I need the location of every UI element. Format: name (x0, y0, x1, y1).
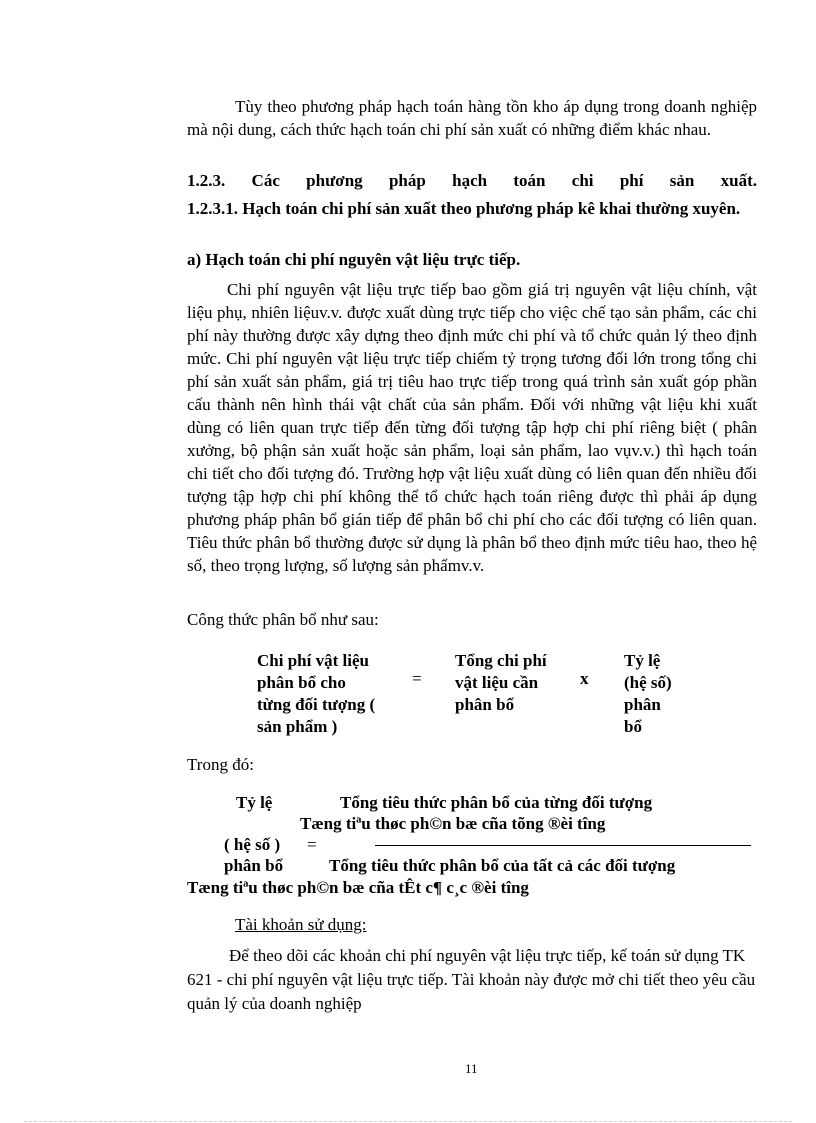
formula2-numerator: Tổng tiêu thức phân bổ của từng đối tượng (340, 793, 653, 812)
formula1-equals: = (412, 669, 422, 688)
formula1-lhs-line: sản phẩm ) (257, 717, 338, 736)
formula1-mid-line: vật liệu cần (455, 673, 539, 692)
formula1-mid-line: phân bổ (455, 695, 515, 714)
formula2-denominator: Tổng tiêu thức phân bổ của tất cả các đối tượng (329, 856, 676, 875)
page-break-line (24, 1121, 792, 1122)
heading-a: a) Hạch toán chi phí nguyên vật liệu trực tiếp. (187, 250, 521, 269)
formula1-rhs-line: (hệ số) (624, 673, 672, 692)
formula1-rhs-line: bổ (624, 717, 642, 736)
formula1-mid-line: Tổng chi phí (455, 651, 547, 670)
account-paragraph: Để theo dõi các khoản chi phí nguyên vật liệu trực tiếp, kế toán sử dụng TK 621 - chi phí nguyên vật liệu trực tiếp. Tài khoản này được mở chi tiết theo yêu cầu quản lý của doanh nghiệp (187, 946, 756, 1013)
intro-paragraph: Tùy theo phương pháp hạch toán hàng tồn kho áp dụng trong doanh nghiệp mà nội dung, cách thức hạch toán chi phí sản xuất có những điểm khác nhau. (187, 97, 757, 139)
formula1-mid (455, 650, 575, 716)
formula2-numerator-garbled: Tæng tiªu thøc ph©n bæ cña tõng ®èi tîng (300, 814, 606, 833)
account-heading (225, 913, 745, 938)
account-label: Tài khoản sử dụng: (235, 915, 367, 934)
formula1-lhs-line: từng đối tượng ( (257, 695, 376, 714)
formula2-he-so: ( hệ số ) (224, 835, 281, 854)
formula1-lhs-line: phân bổ cho (257, 673, 346, 692)
formula-intro: Công thức phân bổ như sau: (187, 610, 379, 629)
main-paragraph: Chi phí nguyên vật liệu trực tiếp bao gồm giá trị nguyên vật liệu chính, vật liệu phụ, nhiên liệuv.v. được xuất dùng trực tiếp cho việc chế tạo sản phẩm, các chi phí này thường được xây dựng theo định mức chi phí và tổ chức quản lý theo định mức. Chi phí nguyên vật liệu trực tiếp chiếm tỷ trọng tương đối lớn trong tổng chi phí sản xuất sản phẩm, giá trị tiêu hao trực tiếp trong quá trình sản xuất góp phần cấu thành nên hình thái vật chất của sản phẩm. Đối với những vật liệu khi xuất dùng có liên quan trực tiếp đến từng đối tượng tập hợp chi phí riêng biệt ( phân xưởng, bộ phận sản xuất hoặc sản phẩm, loại sản phẩm, lao vụv.v.) thì hạch toán chi tiết cho đối tượng đó. Trường hợp vật liệu xuất dùng có liên quan đến nhiều đối tượng tập hợp chi phí không thể tổ chức hạch toán riêng được thì phải áp dụng phương pháp phân bổ gián tiếp để phân bổ chi phí cho các đối tượng có liên quan. Tiêu thức phân bổ thường được sử dụng là phân bổ theo định mức tiêu hao, theo hệ số, theo trọng lượng, số lượng sản phẩmv.v. (187, 280, 757, 575)
page-number: 11 (465, 1061, 478, 1076)
formula1-lhs-line: Chi phí vật liệu (257, 651, 369, 670)
heading-1-2-3-1: 1.2.3.1. Hạch toán chi phí sản xuất theo phương pháp kê khai thường xuyên. (187, 199, 741, 218)
formula1-rhs-line: Tỷ lệ (624, 651, 661, 670)
formula2-ty-le: Tỷ lệ (236, 793, 273, 812)
formula1-times: x (580, 669, 589, 688)
fraction-line (375, 845, 751, 846)
formula1-rhs (624, 650, 704, 738)
formula1-lhs (257, 650, 417, 738)
formula2-denominator-garbled: Tæng tiªu thøc ph©n bæ cña tÊt c¶ c¸c ®èi tîng (187, 878, 529, 897)
formula2-equals: = (307, 835, 317, 854)
formula2-phan-bo: phân bổ (224, 856, 284, 875)
heading-1-2-3: 1.2.3. Các phương pháp hạch toán chi phí sản xuất. (187, 171, 757, 190)
trong-do-label: Trong đó: (187, 755, 254, 774)
formula1-rhs-line: phân (624, 695, 661, 714)
